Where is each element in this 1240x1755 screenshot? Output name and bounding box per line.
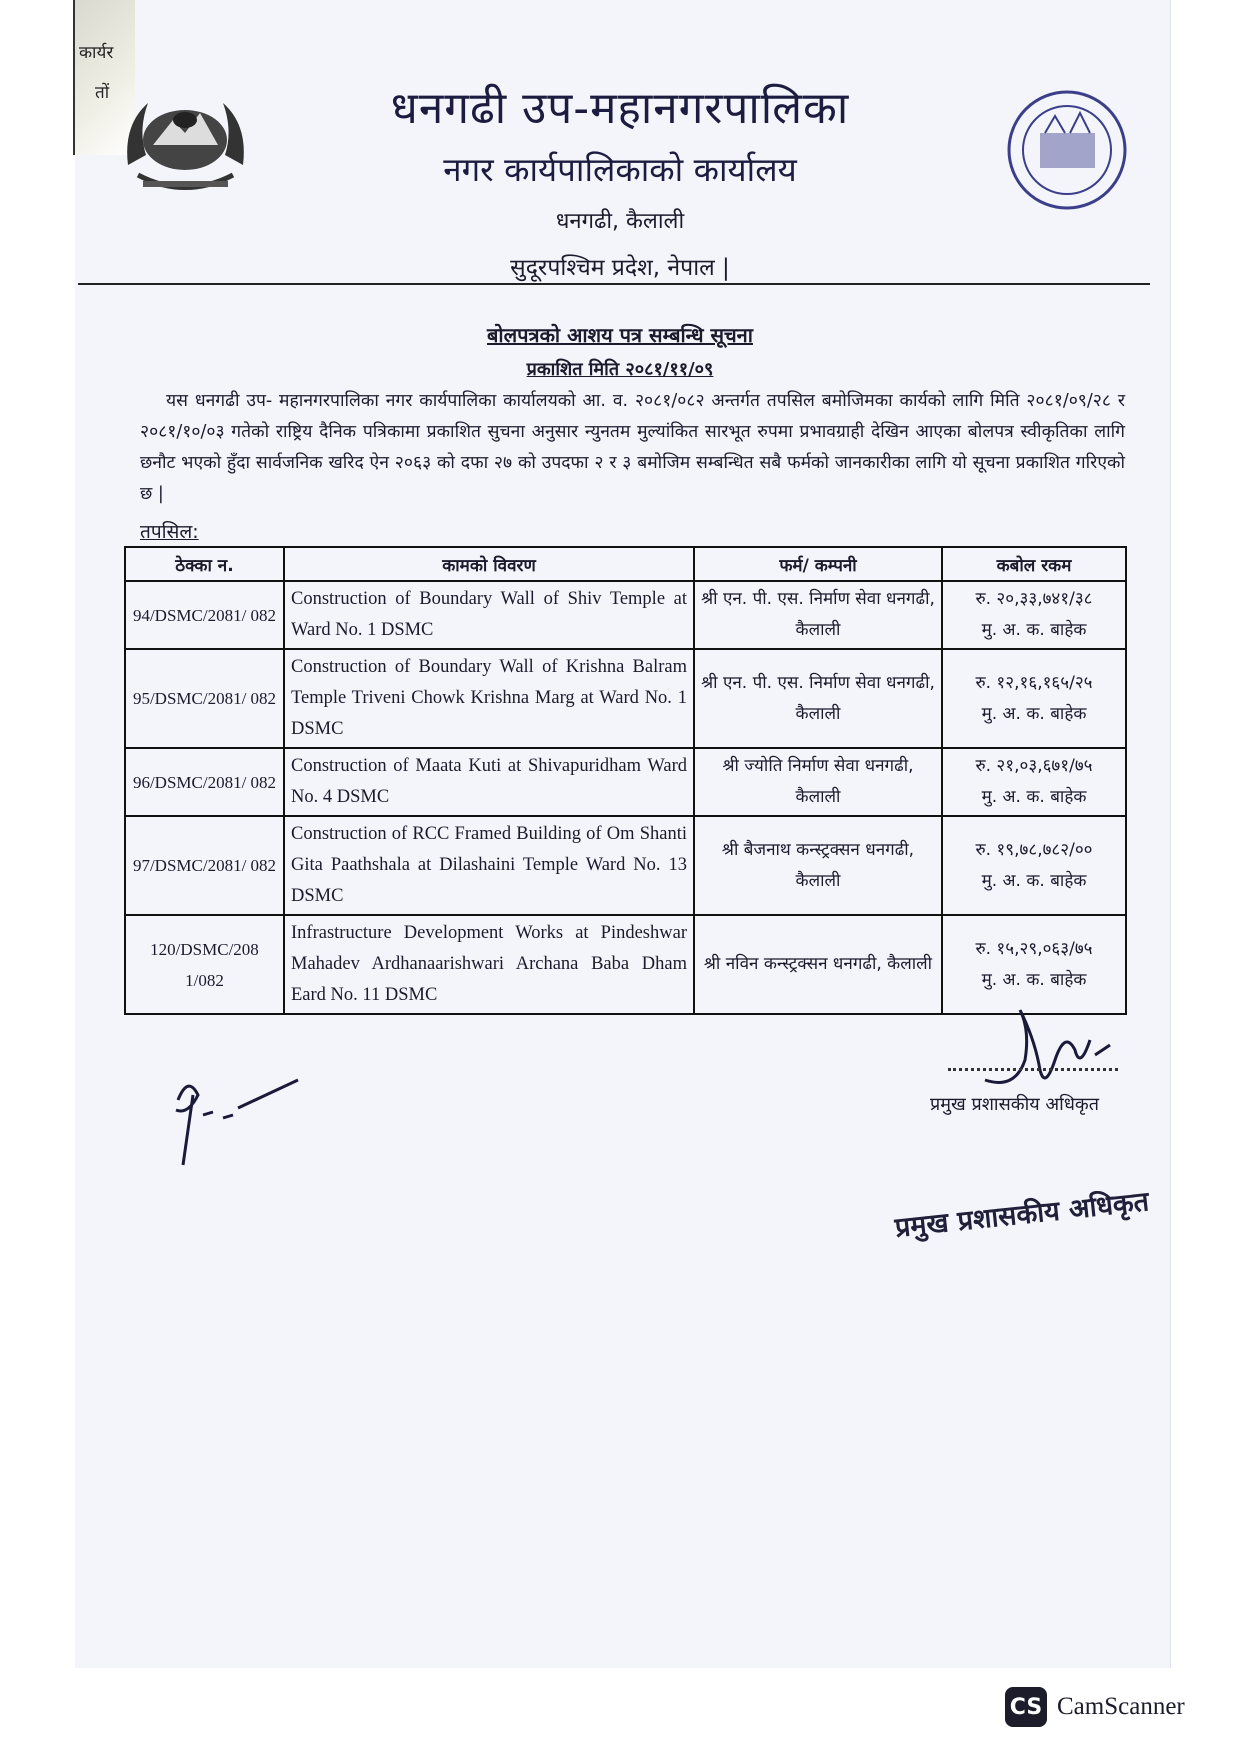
fold-text: कार्यर bbox=[79, 43, 114, 63]
work-description: Construction of Boundary Wall of Krishna Balram Temple Triveni Chowk Krishna Marg at Ward No. 1 DSMC bbox=[284, 649, 694, 748]
vat-note: मु. अ. क. बाहेक bbox=[981, 969, 1087, 990]
camscanner-watermark bbox=[1005, 1687, 1185, 1727]
work-description: Construction of Maata Kuti at Shivapuridham Ward No. 4 DSMC bbox=[284, 748, 694, 816]
camscanner-name: CamScanner bbox=[1057, 1693, 1185, 1720]
camscanner-logo-icon: CS bbox=[1005, 1687, 1047, 1727]
work-description: Construction of Boundary Wall of Shiv Temple at Ward No. 1 DSMC bbox=[284, 581, 694, 649]
table-row bbox=[125, 748, 1126, 816]
office-name: नगर कार्यपालिकाको कार्यालय bbox=[443, 150, 797, 189]
amount-value: रु. १२,१६,१६५/२५ bbox=[975, 672, 1093, 693]
vat-note: मु. अ. क. बाहेक bbox=[981, 620, 1087, 640]
contract-no: 96/DSMC/2081/ 082 bbox=[125, 748, 284, 816]
table-row bbox=[125, 581, 1126, 649]
notice-title: बोलपत्रको आशय पत्र सम्बन्धि सूचना bbox=[487, 323, 753, 347]
bid-amount bbox=[942, 649, 1126, 748]
municipality-name: धनगढी उप-महानगरपालिका bbox=[390, 83, 850, 134]
table-row bbox=[125, 649, 1126, 748]
amount-value: रु. २०,३३,७४१/३८ bbox=[975, 589, 1093, 609]
col-work-description: कामको विवरण bbox=[284, 547, 694, 581]
vat-note: मु. अ. क. बाहेक bbox=[981, 787, 1087, 807]
office-location: धनगढी, कैलाली bbox=[555, 209, 685, 234]
vat-note: मु. अ. क. बाहेक bbox=[981, 703, 1087, 724]
contract-no: 120/DSMC/208 1/082 bbox=[125, 915, 284, 1014]
col-firm: फर्म/ कम्पनी bbox=[694, 547, 942, 581]
contracts-table bbox=[124, 546, 1127, 1015]
work-description: Infrastructure Development Works at Pindeshwar Mahadev Ardhanaarishwari Archana Baba Dham Eard No. 11 DSMC bbox=[284, 915, 694, 1014]
fold-text: तों bbox=[95, 83, 110, 103]
amount-value: रु. १९,७८,७८२/०० bbox=[975, 839, 1093, 860]
vat-note: मु. अ. क. बाहेक bbox=[981, 870, 1087, 891]
contract-no: 95/DSMC/2081/ 082 bbox=[125, 649, 284, 748]
handwritten-signature-icon bbox=[168, 1060, 308, 1170]
publish-date: प्रकाशित मिति २०८१/११/०९ bbox=[526, 359, 714, 380]
bid-amount bbox=[942, 748, 1126, 816]
contract-no: 94/DSMC/2081/ 082 bbox=[125, 581, 284, 649]
table-row bbox=[125, 816, 1126, 915]
firm-name: श्री बैजनाथ कन्स्ट्रक्सन धनगढी, कैलाली bbox=[694, 816, 942, 915]
contract-no: 97/DSMC/2081/ 082 bbox=[125, 816, 284, 915]
firm-name: श्री ज्योति निर्माण सेवा धनगढी, कैलाली bbox=[694, 748, 942, 816]
col-contract-no: ठेक्का न. bbox=[125, 547, 284, 581]
header-divider bbox=[78, 283, 1150, 285]
signatory-stamp: प्रमुख प्रशासकीय अधिकृत bbox=[893, 1186, 1151, 1244]
notice-body: यस धनगढी उप- महानगरपालिका नगर कार्यपालिका कार्यालयको आ. व. २०८१/०८२ अन्तर्गत तपसिल बमोजिमका कार्यको लागि मिति २०८१/०९/२८ र २०८१/१०/०३ गतेको राष्ट्रिय दैनिक पत्रिकामा प्रकाशित सुचना अनुसार न्युनतम मुल्यांकित सारभूत रुपमा प्रभावग्राही देखिन आएका बोलपत्र स्वीकृतिका लागि छनौट भएको हुँदा सार्वजनिक खरिद ऐन २०६३ को दफा २७ को उपदफा २ र ३ बमोजिम सम्बन्धित सबै फर्मको जानकारीका लागि यो सूचना प्रकाशित गरिएको छ | bbox=[140, 391, 1125, 504]
amount-value: रु. १५,२९,०६३/७५ bbox=[975, 938, 1093, 959]
details-label: तपसिल: bbox=[140, 521, 199, 543]
work-description: Construction of RCC Framed Building of Om Shanti Gita Paathshala at Dilashaini Temple Ward No. 13 DSMC bbox=[284, 816, 694, 915]
firm-name: श्री एन. पी. एस. निर्माण सेवा धनगढी, कैलाली bbox=[694, 581, 942, 649]
col-bid-amount: कबोल रकम bbox=[942, 547, 1126, 581]
amount-value: रु. २१,०३,६७१/७५ bbox=[975, 756, 1093, 776]
firm-name: श्री नविन कन्स्ट्रक्सन धनगढी, कैलाली bbox=[694, 915, 942, 1014]
signature-line bbox=[948, 1068, 1118, 1071]
table-header-row bbox=[125, 547, 1126, 581]
bid-amount bbox=[942, 816, 1126, 915]
bid-amount bbox=[942, 581, 1126, 649]
firm-name: श्री एन. पी. एस. निर्माण सेवा धनगढी, कैलाली bbox=[694, 649, 942, 748]
province-line: सुदूरपश्चिम प्रदेश, नेपाल | bbox=[510, 255, 730, 281]
signatory-role: प्रमुख प्रशासकीय अधिकृत bbox=[930, 1094, 1099, 1115]
